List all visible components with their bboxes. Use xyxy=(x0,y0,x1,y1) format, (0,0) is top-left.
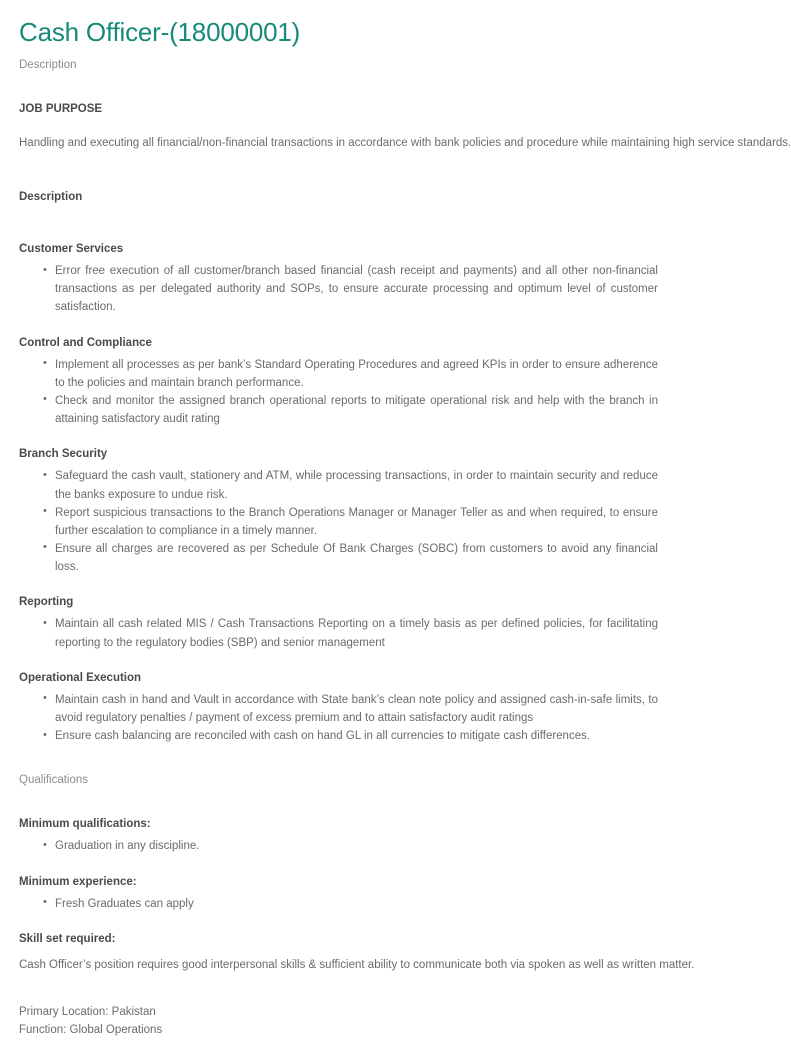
spacer xyxy=(19,788,749,816)
page-title xyxy=(19,18,749,48)
minimum-experience-heading: Minimum experience: xyxy=(19,875,137,888)
primary-location: Primary Location: Pakistan xyxy=(19,1005,156,1018)
spacer xyxy=(19,117,749,135)
spacer xyxy=(19,205,749,241)
spacer xyxy=(19,947,749,957)
list-item: • Safeguard the cash vault, stationery and ATM, while processing transactions, in order to maintain security and reduce the banks exposure to undue risk. xyxy=(19,467,658,503)
minimum-experience-list xyxy=(19,895,658,913)
list-item: • Check and monitor the assigned branch operational reports to mitigate operational risk and help with the branch in attaining satisfactory audit rating xyxy=(19,392,658,428)
list-item: • Report suspicious transactions to the Branch Operations Manager or Manager Teller as and when required, to ensure further escalation to compliance in a timely manner. xyxy=(19,504,658,540)
description-sections xyxy=(19,241,749,745)
job-title-text: Cash Officer xyxy=(19,17,161,47)
spacer xyxy=(19,975,749,1003)
job-purpose-heading: JOB PURPOSE xyxy=(19,102,103,115)
skill-set-text: Cash Officer’s position requires good interpersonal skills & sufficient ability to communicate both via spoken as well as written matter. xyxy=(19,958,695,971)
section-heading: Control and Compliance xyxy=(19,336,152,349)
function: Function: Global Operations xyxy=(19,1024,163,1037)
section-heading: Customer Services xyxy=(19,242,124,255)
list-item: • Maintain all cash related MIS / Cash Transactions Reporting on a timely basis as per defined policies, for facilitating reporting to the regulatory bodies (SBP) and senior management xyxy=(19,615,658,651)
section-bullet-list xyxy=(19,691,658,745)
spacer xyxy=(19,745,749,763)
requisition-id: (18000001) xyxy=(169,17,301,47)
section-bullet-list xyxy=(19,262,658,316)
qualifications-label: Qualifications xyxy=(19,774,89,787)
list-item: • Graduation in any discipline. xyxy=(19,837,658,855)
spacer xyxy=(19,73,749,101)
list-item: • Error free execution of all customer/branch based financial (cash receipt and payments) and all other non-financial transactions as per delegated authority and SOPs, to ensure accurate processing and optimum level of customer satisfaction. xyxy=(19,262,658,316)
minimum-qualifications-heading: Minimum qualifications: xyxy=(19,818,151,831)
description-heading: Description xyxy=(19,190,83,203)
spacer xyxy=(19,913,749,931)
list-item: • Fresh Graduates can apply xyxy=(19,895,658,913)
description-label: Description xyxy=(19,58,77,71)
spacer xyxy=(19,652,749,670)
spacer xyxy=(19,576,749,594)
list-item: • Ensure all charges are recovered as per Schedule Of Bank Charges (SOBC) from customers to avoid any financial loss. xyxy=(19,540,658,576)
skill-set-heading: Skill set required: xyxy=(19,932,116,945)
section-bullet-list xyxy=(19,467,658,576)
list-item: • Maintain cash in hand and Vault in accordance with State bank’s clean note policy and assigned cash-in-safe limits, to avoid regulatory penalties / payment of excess premium and to attain satisfactory audit ratings xyxy=(19,691,658,727)
section-heading: Operational Execution xyxy=(19,671,142,684)
section-heading: Reporting xyxy=(19,596,74,609)
spacer xyxy=(19,856,749,874)
title-separator: - xyxy=(160,17,170,47)
list-item: • Ensure cash balancing are reconciled with cash on hand GL in all currencies to mitigate cash differences. xyxy=(19,727,658,745)
job-purpose-text: Handling and executing all financial/non-financial transactions in accordance with bank policies and procedure while maintaining high service standards. xyxy=(19,137,791,150)
section-heading: Branch Security xyxy=(19,448,108,461)
spacer xyxy=(19,317,749,335)
spacer xyxy=(19,153,749,189)
minimum-qualifications-list xyxy=(19,837,658,855)
section-bullet-list xyxy=(19,615,658,651)
section-bullet-list xyxy=(19,356,658,429)
list-item: • Implement all processes as per bank’s Standard Operating Procedures and agreed KPIs in order to ensure adherence to the policies and maintain branch performance. xyxy=(19,356,658,392)
spacer xyxy=(19,428,749,446)
